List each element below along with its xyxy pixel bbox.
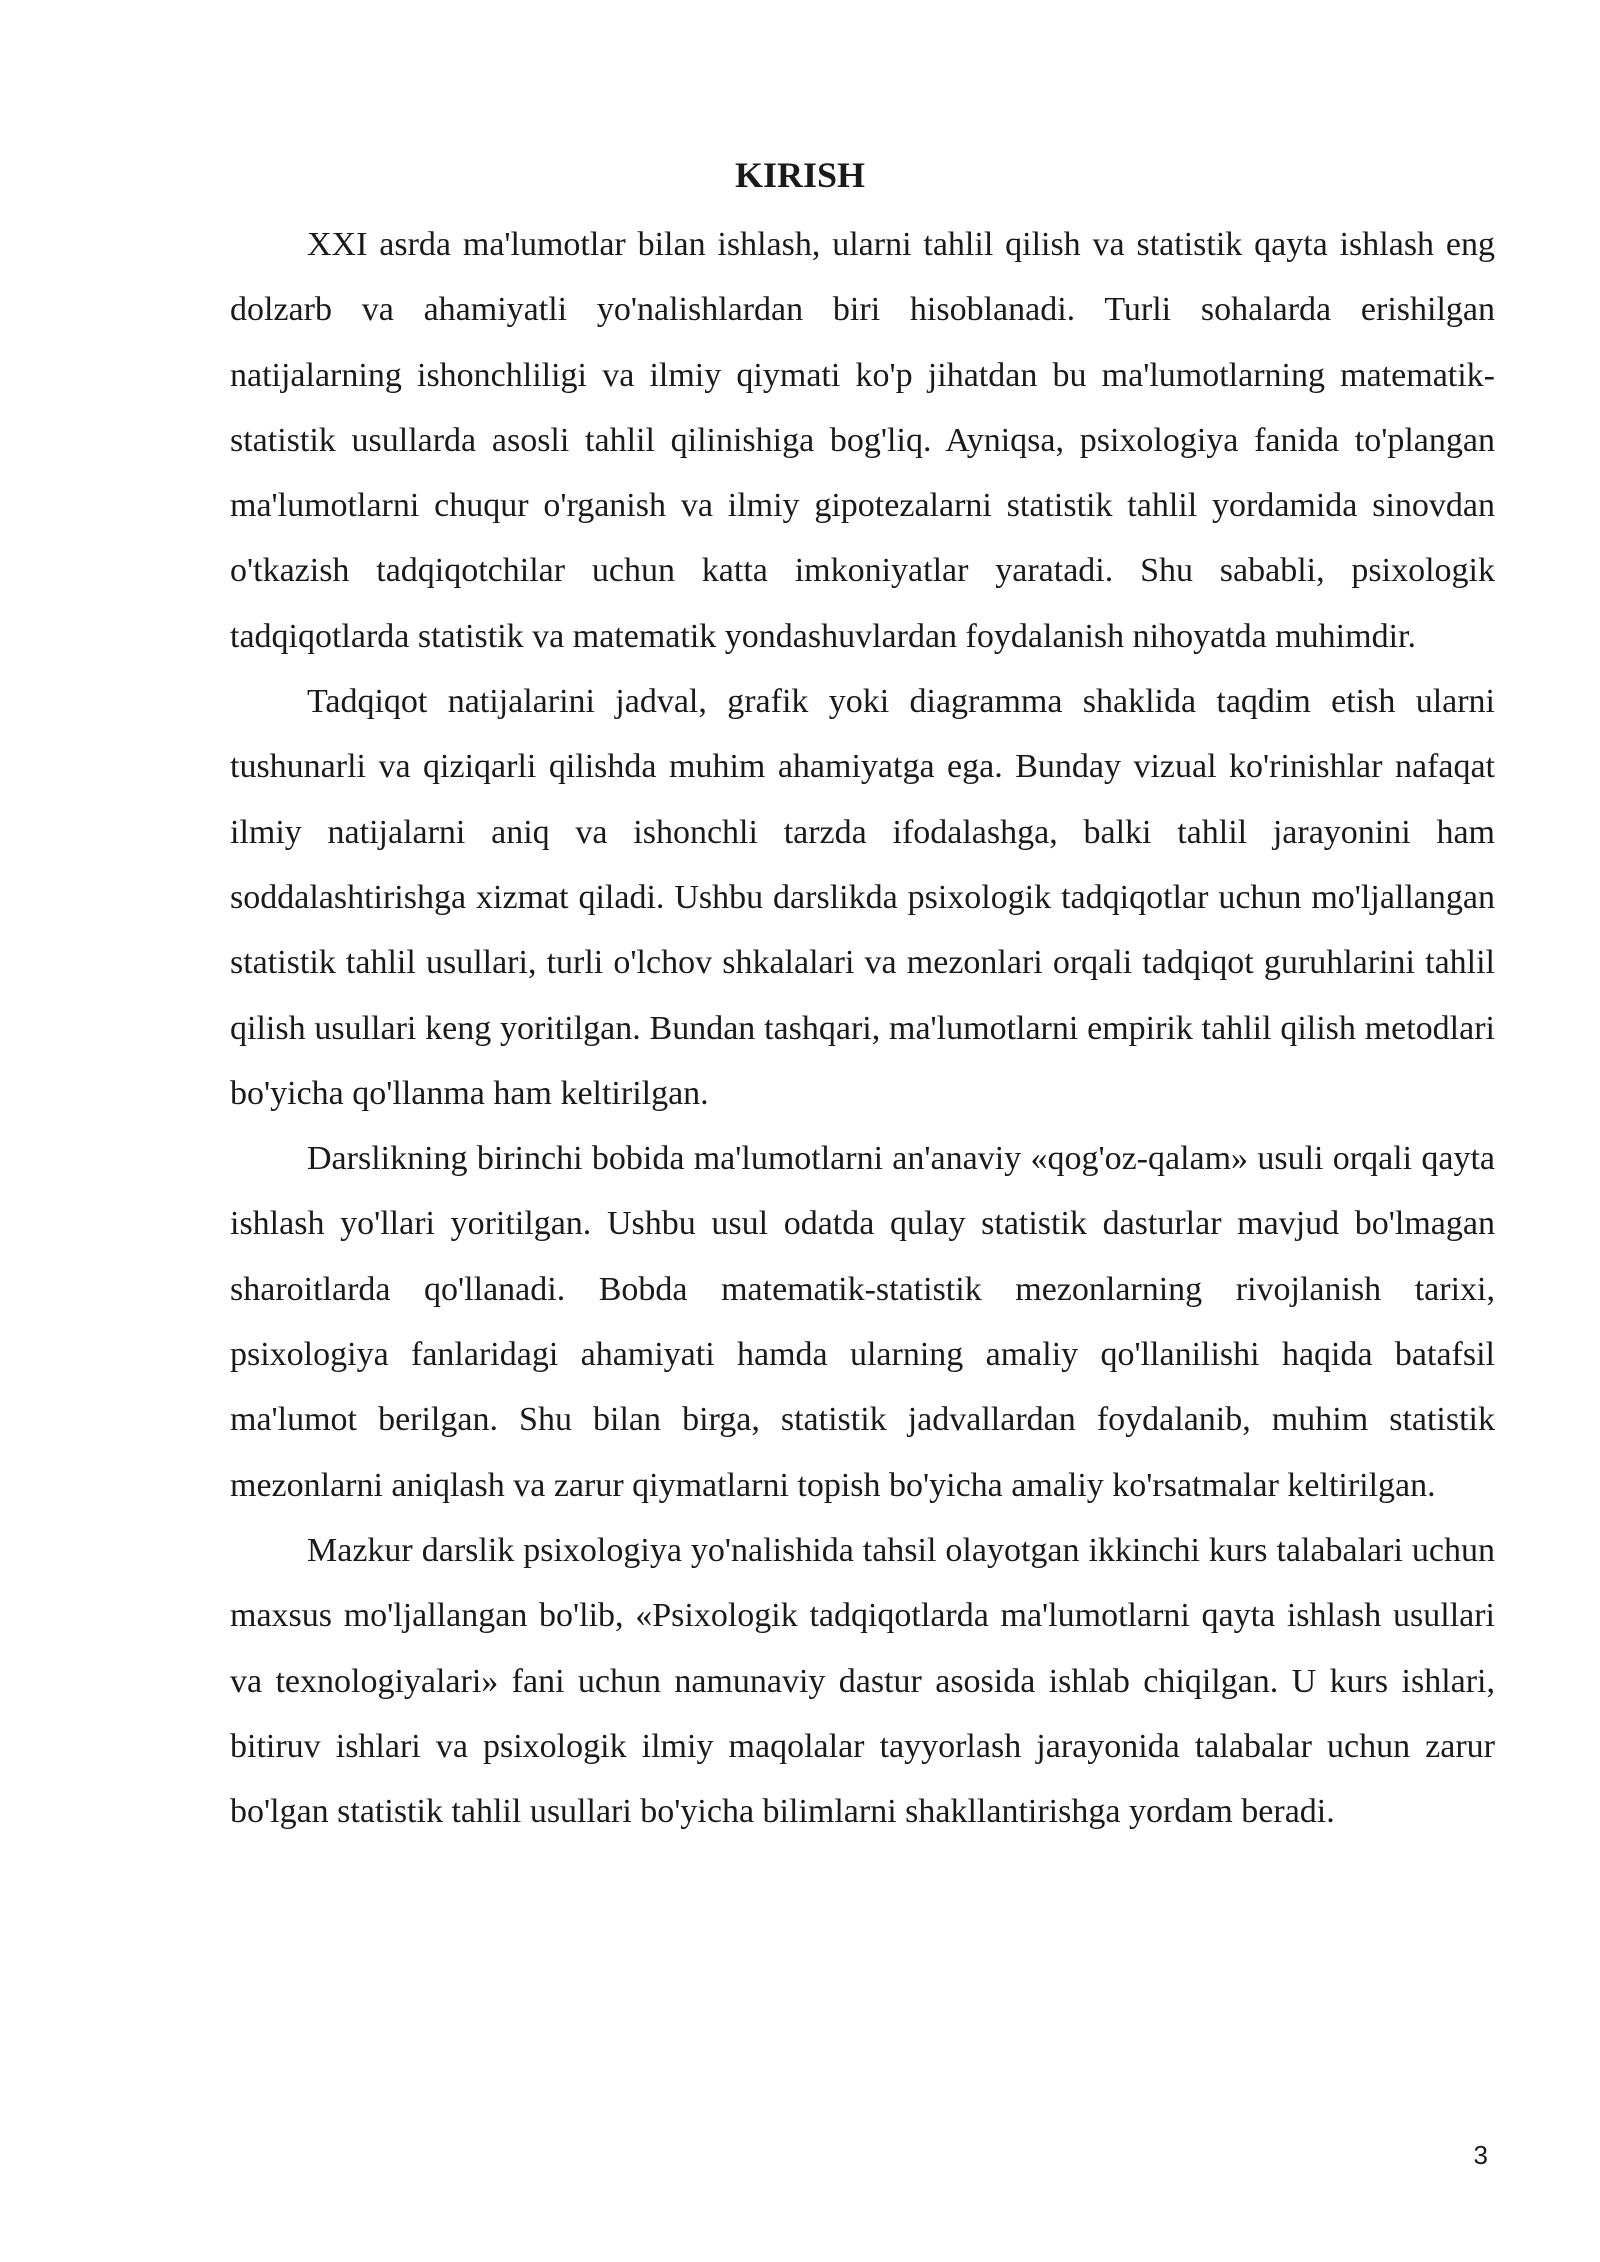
paragraph-2: Tadqiqot natijalarini jadval, grafik yoki diagramma shaklida taqdim etish ularni tushunarli va qiziqarli qilishda muhim ahamiyatga ega. Bunday vizual ko'rinishlar nafaqat ilmiy natijalarni aniq va ishonchli tarzda ifodalashga, balki tahlil jarayonini ham soddalashtirishga xizmat qiladi. Ushbu darslikda psixologik tadqiqotlar uchun mo'ljallangan statistik tahlil usullari, turli o'lchov shkalalari va mezonlari orqali tadqiqot guruhlarini tahlil qilish usullari keng yoritilgan. Bundan tashqari, ma'lumotlarni empirik tahlil qilish metodlari bo'yicha qo'llanma ham keltirilgan. bbox=[230, 683, 1495, 1112]
page-number: 3 bbox=[1473, 2140, 1488, 2170]
paragraph-1: XXI asrda ma'lumotlar bilan ishlash, ularni tahlil qilish va statistik qayta ishlash eng dolzarb va ahamiyatli yo'nalishlardan biri hisoblanadi. Turli sohalarda erishilgan natijalarning ishonchliligi va ilmiy qiymati ko'p jihatdan bu ma'lumotlarning matematik-statistik usullarda asosli tahlil qilinishiga bog'liq. Ayniqsa, psixologiya fanida to'plangan ma'lumotlarni chuqur o'rganish va ilmiy gipotezalarni statistik tahlil yordamida sinovdan o'tkazish tadqiqotchilar uchun katta imkoniyatlar yaratadi. Shu sababli, psixologik tadqiqotlarda statistik va matematik yondashuvlardan foydalanish nihoyatda muhimdir. bbox=[230, 226, 1495, 655]
page-title: KIRISH bbox=[734, 155, 866, 195]
body-text bbox=[230, 212, 1495, 1844]
paragraph-4: Mazkur darslik psixologiya yo'nalishida tahsil olayotgan ikkinchi kurs talabalari uchun maxsus mo'ljallangan bo'lib, «Psixologik tadqiqotlarda ma'lumotlarni qayta ishlash usullari va texnologiyalari» fani uchun namunaviy dastur asosida ishlab chiqilgan. U kurs ishlari, bitiruv ishlari va psixologik ilmiy maqolalar tayyorlash jarayonida talabalar uchun zarur bo'lgan statistik tahlil usullari bo'yicha bilimlarni shakllantirishga yordam beradi. bbox=[230, 1531, 1495, 1831]
paragraph-3: Darslikning birinchi bobida ma'lumotlarni an'anaviy «qog'oz-qalam» usuli orqali qayta ishlash yo'llari yoritilgan. Ushbu usul odatda qulay statistik dasturlar mavjud bo'lmagan sharoitlarda qo'llanadi. Bobda matematik-statistik mezonlarning rivojlanish tarixi, psixologiya fanlaridagi ahamiyati hamda ularning amaliy qo'llanilishi haqida batafsil ma'lumot berilgan. Shu bilan birga, statistik jadvallardan foydalanib, muhim statistik mezonlarni aniqlash va zarur qiymatlarni topish bo'yicha amaliy ko'rsatmalar keltirilgan. bbox=[230, 1140, 1495, 1504]
